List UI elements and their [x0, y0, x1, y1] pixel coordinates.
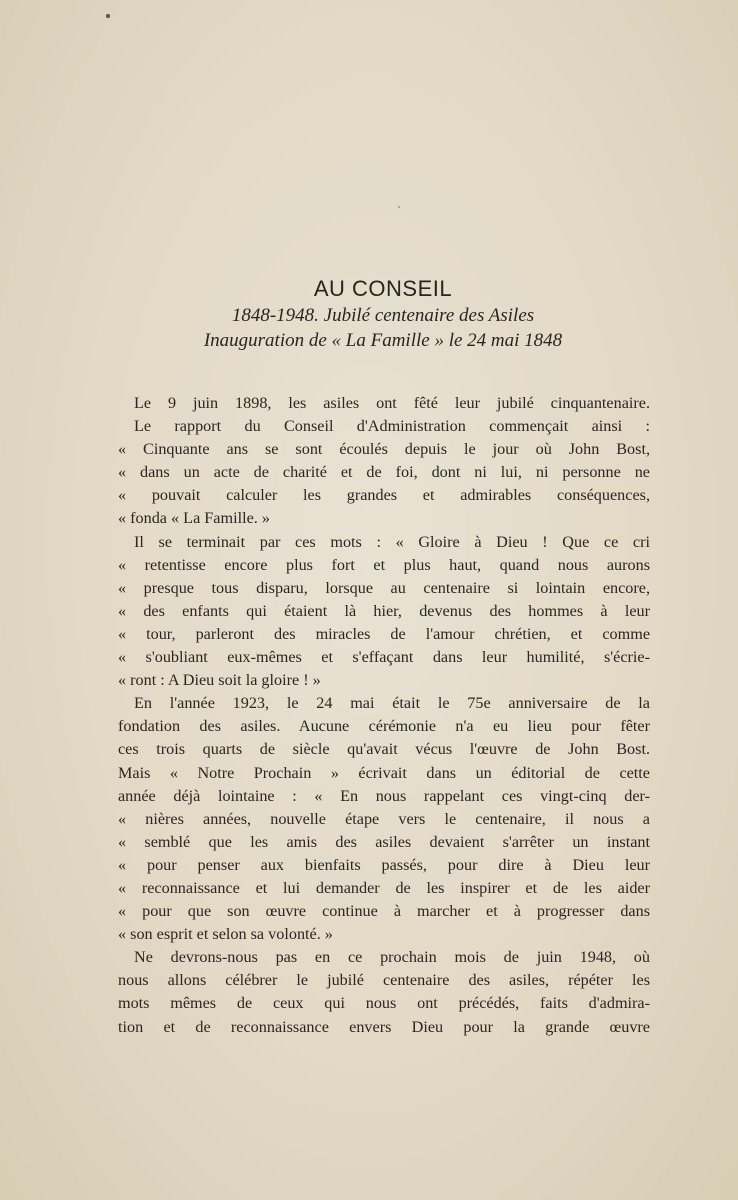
text-line: Le rapport du Conseil d'Administration commençait ainsi : — [134, 417, 650, 436]
page-title: AU CONSEIL — [313, 276, 453, 301]
text-line: « Cinquante ans se sont écoulés depuis le jour où John Bost, — [118, 440, 650, 459]
body-text — [118, 392, 650, 1039]
text-line: « semblé que les amis des asiles devaient s'arrêter un instant — [118, 832, 650, 851]
text-line: « ront : A Dieu soit la gloire ! » — [118, 671, 321, 690]
text-line: Mais « Notre Prochain » écrivait dans un éditorial de cette — [118, 763, 650, 782]
subtitle-line-1: 1848-1948. Jubilé centenaire des Asiles — [231, 305, 535, 326]
text-line: « des enfants qui étaient là hier, devenus des hommes à leur — [118, 601, 650, 620]
text-line: En l'année 1923, le 24 mai était le 75e anniversaire de la — [134, 694, 650, 713]
text-line: « presque tous disparu, lorsque au centenaire si lointain encore, — [118, 578, 650, 597]
text-line: fondation des asiles. Aucune cérémonie n'a eu lieu pour fêter — [118, 717, 650, 736]
paper-speck — [106, 14, 110, 18]
text-line: « tour, parleront des miracles de l'amour chrétien, et comme — [118, 624, 650, 643]
text-line: « pouvait calculer les grandes et admirables conséquences, — [118, 486, 650, 505]
text-line: « retentisse encore plus fort et plus haut, quand nous aurons — [118, 555, 650, 574]
text-line: « pour penser aux bienfaits passés, pour dire à Dieu leur — [118, 855, 650, 874]
text-line: « reconnaissance et lui demander de les inspirer et de les aider — [118, 878, 650, 897]
subtitle-line-2: Inauguration de « La Famille » le 24 mai 1848 — [203, 330, 563, 351]
text-line: « pour que son œuvre continue à marcher et à progresser dans — [118, 902, 650, 921]
text-line: nous allons célébrer le jubilé centenaire des asiles, répéter les — [118, 971, 650, 990]
text-line: Le 9 juin 1898, les asiles ont fêté leur jubilé cinquantenaire. — [134, 394, 650, 412]
paper-speck — [398, 206, 400, 208]
text-line: mots mêmes de ceux qui nous ont précédés, faits d'admira- — [118, 994, 650, 1013]
text-line: Ne devrons-nous pas en ce prochain mois de juin 1948, où — [134, 948, 650, 967]
text-line: « dans un acte de charité et de foi, dont ni lui, ni personne ne — [118, 463, 650, 482]
text-line: « fonda « La Famille. » — [118, 509, 270, 528]
text-line: « s'oubliant eux-mêmes et s'effaçant dans leur humilité, s'écrie- — [118, 648, 650, 667]
text-line: « son esprit et selon sa volonté. » — [118, 925, 333, 944]
text-line: tion et de reconnaissance envers Dieu pour la grande œuvre — [118, 1017, 650, 1036]
text-line: « nières années, nouvelle étape vers le centenaire, il nous a — [118, 809, 650, 828]
text-line: Il se terminait par ces mots : « Gloire à Dieu ! Que ce cri — [134, 532, 650, 551]
text-line: ces trois quarts de siècle qu'avait vécus l'œuvre de John Bost. — [118, 740, 650, 759]
text-line: année déjà lointaine : « En nous rappelant ces vingt-cinq der- — [118, 786, 650, 805]
